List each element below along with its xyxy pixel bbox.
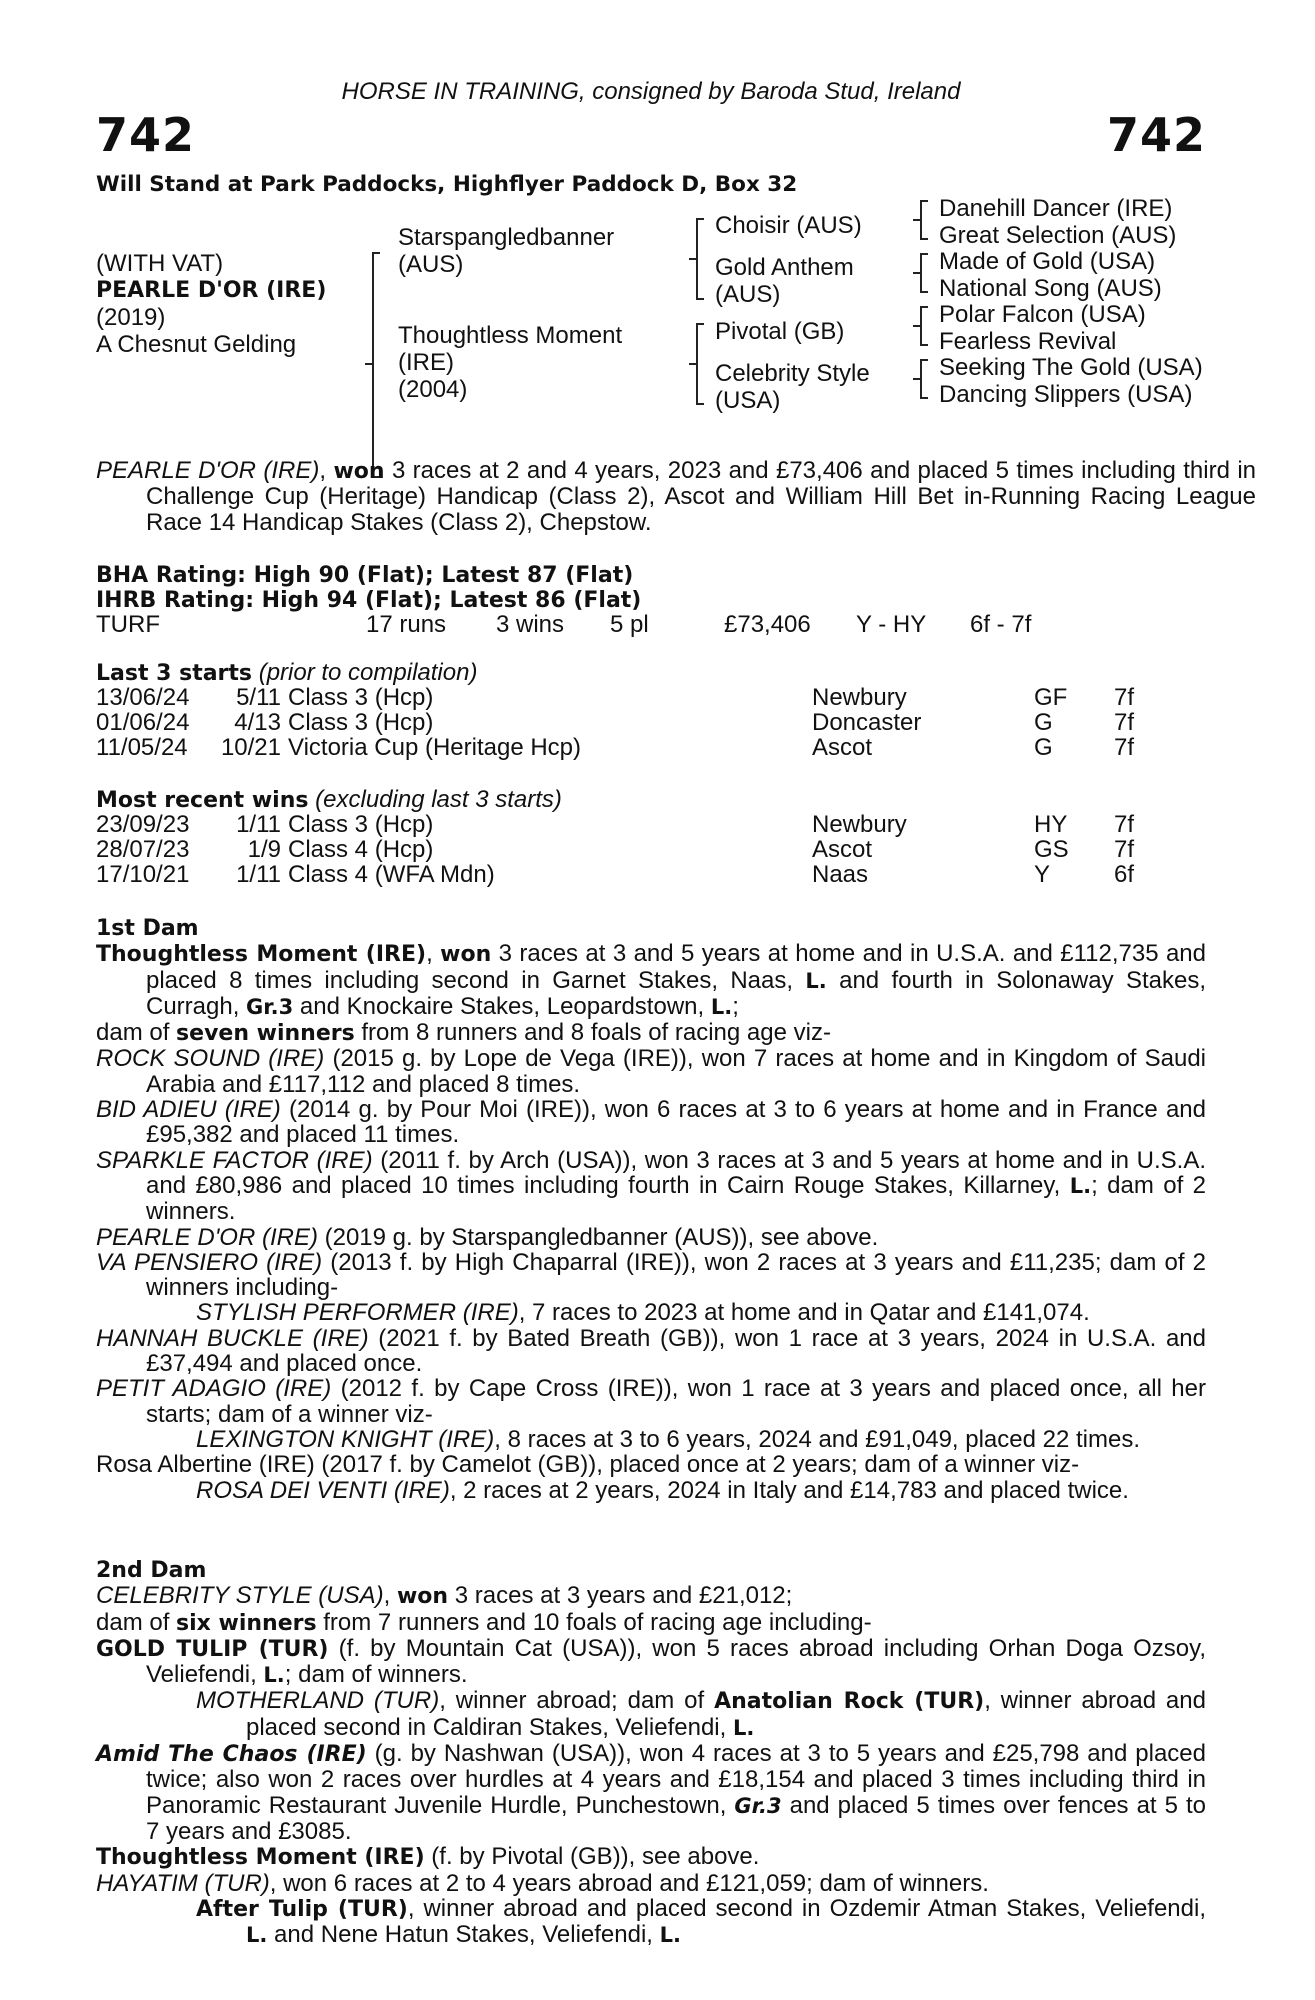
progeny-entry: [96, 1250, 1206, 1301]
lot-number-right: 742: [1106, 108, 1206, 162]
race-distance: 7f: [1114, 734, 1135, 761]
progeny-entry: [96, 1452, 1206, 1477]
last3-title: Last 3 starts: [96, 661, 253, 686]
progeny-name: MOTHERLAND (TUR): [196, 1687, 440, 1715]
recent-wins-heading: [96, 787, 562, 813]
progeny-entry: [96, 1844, 1206, 1870]
grand-progeny-entry: [196, 1688, 1206, 1741]
race-going: GF: [1034, 684, 1068, 711]
brace-g3-4: [920, 359, 931, 399]
consignment-header: HORSE IN TRAINING, consigned by Baroda Stud, Ireland: [341, 78, 961, 105]
progeny-text: , won 6 races at 2 to 4 years abroad and £121,059; dam of winners.: [269, 1869, 989, 1897]
g3-ancestor: Great Selection (AUS): [939, 221, 1177, 249]
vat-label: (WITH VAT): [96, 250, 224, 277]
g3-ancestor: Seeking The Gold (USA): [939, 354, 1203, 381]
g3-ancestor: National Song (AUS): [939, 274, 1162, 302]
race-distance: 7f: [1114, 684, 1135, 711]
race-distance: 7f: [1114, 836, 1135, 863]
listed-marker: L.: [263, 1663, 285, 1688]
progeny-name: ROCK SOUND (IRE): [96, 1045, 325, 1073]
progeny-name: ROSA DEI VENTI (IRE): [196, 1476, 450, 1504]
sire-dam-name: Gold Anthem: [715, 254, 854, 281]
produce-text: from 8 runners and 8 foals of racing age viz-: [354, 1019, 831, 1047]
progeny-text: (f. by Pivotal (GB)), see above.: [424, 1843, 760, 1871]
second-dam-record: CELEBRITY STYLE (USA), won 3 races at 3 years and £21,012;: [96, 1582, 793, 1610]
brace-g3-3: [920, 306, 931, 346]
second-dam-name: CELEBRITY STYLE (USA): [96, 1582, 384, 1610]
race-course: Doncaster: [812, 709, 922, 736]
progeny-entry: [96, 1636, 1206, 1689]
progeny-text: , 8 races at 3 to 6 years, 2024 and £91,049, placed 22 times.: [494, 1425, 1141, 1453]
pedigree-sire: [398, 224, 614, 278]
progeny-text: (2019 g. by Starspangledbanner (AUS)), see above.: [317, 1223, 879, 1251]
progeny-name: PETIT ADAGIO (IRE): [96, 1375, 332, 1403]
progeny-text: , 2 races at 2 years, 2024 in Italy and £14,783 and placed twice.: [449, 1476, 1129, 1504]
listed-marker: L.: [732, 1715, 755, 1740]
race-date: 17/10/21: [96, 861, 190, 888]
race-distance: 7f: [1114, 709, 1135, 736]
race-distance: 7f: [1114, 811, 1135, 838]
race-course: Ascot: [812, 734, 873, 761]
second-dam-produce: [96, 1610, 1206, 1636]
listed-marker: L.: [805, 968, 827, 993]
sire-sire: Choisir (AUS): [715, 212, 862, 239]
record-text: ;: [732, 992, 739, 1020]
grand-progeny-entry: [196, 1300, 1206, 1325]
turf-runs: 17 runs: [366, 611, 447, 638]
race-name: Class 3 (Hcp): [288, 709, 434, 736]
progeny-name: Rosa Albertine (IRE): [96, 1451, 315, 1479]
turf-earnings: £73,406: [724, 611, 811, 638]
turf-going: Y - HY: [856, 611, 927, 638]
race-name: Class 4 (WFA Mdn): [288, 861, 495, 888]
progeny-text: (f. by Mountain Cat (USA)), won 5 races abroad including Orhan Doga Ozsoy, Veliefendi,: [146, 1634, 1207, 1689]
race-course: Newbury: [812, 684, 907, 711]
location-line: Will Stand at Park Paddocks, Highflyer Paddock D, Box 32: [96, 172, 798, 197]
race-going: GS: [1034, 836, 1069, 863]
second-dam-heading: 2nd Dam: [96, 1558, 207, 1583]
progeny-name: HAYATIM (TUR): [96, 1869, 270, 1897]
grand-progeny-entry: [196, 1896, 1206, 1949]
bha-rating: BHA Rating: High 90 (Flat); Latest 87 (Flat): [96, 563, 634, 588]
won-label: won: [333, 459, 385, 484]
progeny-text: (2021 f. by Bated Breath (GB)), won 1 race at 3 years, 2024 in U.S.A. and £37,494 and placed once.: [146, 1324, 1206, 1378]
brace-g3-1: [920, 200, 931, 240]
recent-wins-note: (excluding last 3 starts): [308, 786, 562, 813]
progeny-text: and Nene Hatun Stakes, Veliefendi,: [267, 1921, 660, 1949]
race-course: Naas: [812, 861, 869, 888]
race-going: HY: [1034, 811, 1068, 838]
dam-name: Thoughtless Moment: [398, 322, 623, 349]
progeny-entry: [96, 1097, 1206, 1148]
progeny-name: After Tulip (TUR): [196, 1896, 408, 1922]
turf-label: TURF: [96, 611, 160, 638]
race-date: 01/06/24: [96, 709, 190, 736]
winners-count: six winners: [176, 1610, 317, 1636]
progeny-text: (2011 f. by Arch (USA)), won 3 races at 3 and 5 years at home and in U.S.A. and £80,986 and placed 10 times including fourth in Cairn Rouge Stakes, Killarney,: [146, 1146, 1207, 1199]
race-date: 23/09/23: [96, 811, 190, 838]
brace-g3-2: [920, 253, 931, 293]
horse-name: PEARLE D'OR (IRE): [96, 278, 327, 303]
progeny-text: , winner abroad; dam of: [439, 1687, 715, 1715]
first-dam-produce: [96, 1020, 1206, 1046]
horse-year: (2019): [96, 304, 166, 331]
group-marker: Gr.3: [246, 994, 294, 1019]
race-position: 1/11: [236, 861, 281, 888]
brace-dam: [696, 323, 707, 405]
summary-horse-name: PEARLE D'OR (IRE): [96, 457, 320, 484]
race-going: G: [1034, 709, 1053, 736]
g3-ancestor: Fearless Revival: [939, 327, 1117, 355]
listed-marker: L.: [1069, 1173, 1092, 1198]
brace-horse: [372, 252, 383, 478]
group-marker: Gr.3: [734, 1793, 782, 1818]
race-name: Class 4 (Hcp): [288, 836, 434, 863]
progeny-text: (2017 f. by Camelot (GB)), placed once at 2 years; dam of a winner viz-: [314, 1451, 1080, 1479]
turf-distance: 6f - 7f: [970, 611, 1032, 638]
brace-sire: [696, 218, 707, 300]
dam-dam: [715, 360, 870, 414]
progeny-text: (2014 g. by Pour Moi (IRE)), won 6 races at 3 to 6 years at home and in France and £95,382 and placed 11 times.: [146, 1096, 1206, 1149]
progeny-text: (g. by Nashwan (USA)), won 4 races at 3 to 5 years and £25,798 and placed twice; also won 2 races over hurdles at 4 years and £18,154 and placed 3 times including third in Panoramic Restaurant Juvenile Hurdle, Punchestown,: [146, 1740, 1206, 1819]
progeny-entry: [96, 1376, 1206, 1427]
g3-ancestor: Danehill Dancer (IRE): [939, 195, 1173, 222]
progeny-name: Thoughtless Moment (IRE): [96, 1845, 425, 1871]
progeny-text: (2012 f. by Cape Cross (IRE)), won 1 race at 3 years and placed once, all her starts; dam of a winner viz-: [146, 1375, 1206, 1428]
race-date: 11/05/24: [96, 734, 188, 761]
progeny-text: , winner abroad and placed second in Caldiran Stakes, Veliefendi,: [246, 1687, 1206, 1741]
produce-text: dam of: [96, 1019, 177, 1047]
progeny-text: , 7 races to 2023 at home and in Qatar and £141,074.: [518, 1299, 1090, 1327]
progeny-entry: [96, 1871, 1206, 1896]
record-text: 3 races at 3 years and £21,012;: [448, 1582, 793, 1610]
race-position: 5/11: [236, 684, 281, 711]
dam-year: (2004): [398, 376, 468, 403]
race-going: G: [1034, 734, 1053, 761]
race-name: Victoria Cup (Heritage Hcp): [288, 734, 582, 761]
record-text: 3 races at 3 and 5 years at home and in U.S.A. and £112,735 and placed 8 times including second in Garnet Stakes, Naas,: [146, 940, 1207, 994]
g3-ancestor: Made of Gold (USA): [939, 248, 1156, 275]
horse-info: [96, 250, 326, 358]
recent-wins-title: Most recent wins: [96, 788, 309, 813]
grand-progeny-entry: [196, 1478, 1206, 1503]
second-dam-section: [96, 1558, 1206, 1948]
g3-ancestor: Polar Falcon (USA): [939, 301, 1146, 328]
dam-dam-country: (USA): [715, 387, 781, 414]
progeny-text: and placed 5 times over fences at 5 to 7 years and £3085.: [146, 1791, 1206, 1845]
first-dam-name: Thoughtless Moment (IRE): [96, 942, 427, 968]
progeny-entry: [96, 1148, 1206, 1225]
listed-marker: L.: [659, 1923, 681, 1948]
progeny-name: LEXINGTON KNIGHT (IRE): [196, 1425, 495, 1453]
record-text: and fourth in Solonaway Stakes, Curragh,: [146, 966, 1206, 1020]
progeny-text: ; dam of 2 winners.: [146, 1171, 1206, 1226]
progeny-name: VA PENSIERO (IRE): [96, 1248, 323, 1276]
race-course: Ascot: [812, 836, 873, 863]
sire-dam: [715, 254, 854, 308]
ihrb-rating: IHRB Rating: High 94 (Flat); Latest 86 (Flat): [96, 588, 642, 613]
progeny-text: (2013 f. by High Chaparral (IRE)), won 2 races at 3 years and £11,235; dam of 2 winners including-: [146, 1248, 1206, 1302]
progeny-text: , winner abroad and placed second in Ozdemir Atman Stakes, Veliefendi,: [407, 1894, 1206, 1922]
race-distance: 6f: [1114, 861, 1135, 888]
pedigree-third-generation: [939, 196, 1203, 408]
progeny-name: Amid The Chaos (IRE): [96, 1742, 367, 1768]
progeny-name: GOLD TULIP (TUR): [96, 1636, 329, 1662]
progeny-text: (2015 g. by Lope de Vega (IRE)), won 7 races at home and in Kingdom of Saudi Arabia and £117,112 and placed 8 times.: [146, 1045, 1207, 1098]
produce-text: dam of: [96, 1608, 177, 1636]
race-position: 1/11: [236, 811, 281, 838]
progeny-entry: [96, 1741, 1206, 1844]
progeny-entry: [96, 1326, 1206, 1377]
g3-ancestor: Dancing Slippers (USA): [939, 380, 1193, 408]
race-date: 28/07/23: [96, 836, 190, 863]
won-label: won: [440, 942, 492, 968]
dam-sire: Pivotal (GB): [715, 318, 845, 345]
progeny-name: STYLISH PERFORMER (IRE): [196, 1299, 519, 1327]
race-going: Y: [1034, 861, 1051, 888]
won-label: won: [396, 1584, 449, 1610]
horse-description: A Chesnut Gelding: [96, 331, 297, 358]
first-dam-heading: 1st Dam: [96, 916, 199, 941]
race-name: Class 3 (Hcp): [288, 684, 434, 711]
lot-number-left: 742: [96, 108, 196, 162]
sire-country: (AUS): [398, 251, 464, 278]
progeny-entry: [96, 1046, 1206, 1097]
race-position: 4/13: [234, 709, 281, 736]
progeny-name: HANNAH BUCKLE (IRE): [96, 1324, 369, 1352]
summary-text: 3 races at 2 and 4 years, 2023 and £73,406 and placed 5 times including third in Challenge Cup (Heritage) Handicap (Class 2), Ascot and William Hill Bet in-Running Racing League Race 14 Handicap Stakes (Class 2), Chepstow.: [146, 457, 1256, 536]
dam-dam-name: Celebrity Style: [715, 360, 870, 387]
first-dam-section: [96, 916, 1206, 1503]
record-text: and Knockaire Stakes, Leopardstown,: [293, 992, 711, 1020]
race-position: 1/9: [247, 836, 281, 863]
progeny-text: ; dam of winners.: [284, 1661, 468, 1689]
progeny-name: Anatolian Rock (TUR): [714, 1689, 985, 1715]
grand-progeny-entry: [196, 1427, 1206, 1452]
winners-count: seven winners: [176, 1021, 355, 1047]
last3-heading: [96, 660, 477, 686]
progeny-name: BID ADIEU (IRE): [96, 1096, 281, 1124]
progeny-entry: [96, 1225, 1206, 1250]
sire-dam-country: (AUS): [715, 281, 781, 308]
turf-placed: 5 pl: [610, 611, 649, 638]
race-course: Newbury: [812, 811, 907, 838]
progeny-name: PEARLE D'OR (IRE): [96, 1223, 318, 1251]
pedigree-dam: [398, 322, 622, 403]
sire-name: Starspangledbanner: [398, 224, 615, 251]
race-position: 10/21: [220, 734, 281, 761]
last3-note: (prior to compilation): [252, 659, 478, 686]
progeny-name: SPARKLE FACTOR (IRE): [96, 1146, 373, 1174]
listed-marker: L.: [246, 1923, 268, 1948]
race-name: Class 3 (Hcp): [288, 811, 434, 838]
race-date: 13/06/24: [96, 684, 190, 711]
first-dam-record: Thoughtless Moment (IRE), won 3 races at 3 and 5 years at home and in U.S.A. and £112,735 and placed 8 times including second in Garnet Stakes, Naas, L. and fourth in Solonaway Stakes, Curragh, Gr.3 and Knockaire Stakes, Leopardstown, L.;: [96, 940, 1207, 1020]
horse-summary: PEARLE D'OR (IRE), won 3 races at 2 and 4 years, 2023 and £73,406 and placed 5 times including third in Challenge Cup (Heritage) Handicap (Class 2), Ascot and William Hill Bet in-Running Racing League Race 14 Handicap Stakes (Class 2), Chepstow.: [96, 457, 1256, 536]
turf-wins: 3 wins: [496, 611, 565, 638]
listed-marker: L.: [710, 994, 733, 1019]
produce-text: from 7 runners and 10 foals of racing age including-: [316, 1608, 872, 1636]
dam-country: (IRE): [398, 349, 454, 376]
